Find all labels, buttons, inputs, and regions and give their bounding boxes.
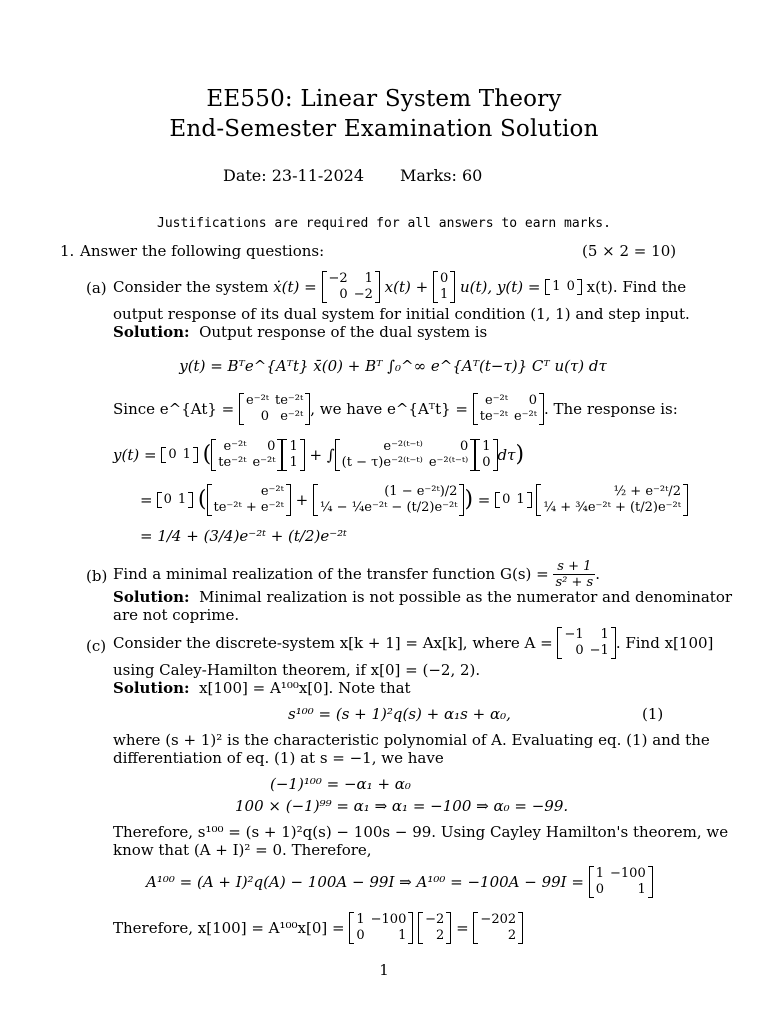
matrix-cell: e⁻²ᵗ: [252, 455, 276, 470]
matrix-cell: −1: [564, 627, 584, 642]
part-a-text-line2: output response of its dual system for initial condition (1, 1) and step input.: [113, 305, 690, 323]
dual-response-equation: y(t) = Bᵀe^{Aᵀt} x̄(0) + Bᵀ ∫₀^∞ e^{Aᵀ(t−τ)} Cᵀ u(τ) dτ: [179, 357, 607, 375]
part-c-text-start: Consider the discrete-system x[k + 1] = Ax[k], where A =: [113, 634, 553, 652]
matrix-cell: (1 − e⁻²ᵗ)/2: [384, 484, 458, 499]
A100-line: [146, 862, 653, 902]
part-a-solution-text: Output response of the dual system is: [199, 323, 488, 341]
part-a-eq-mid: x(t) +: [384, 278, 429, 296]
matrix-cell: 0: [163, 492, 172, 507]
matrix-cell: e⁻²ᵗ: [485, 393, 508, 408]
matrix-cell: ¼ + ¾e⁻²ᵗ + (t/2)e⁻²ᵗ: [543, 500, 681, 515]
we-have-text: , we have e^{Aᵀt} =: [310, 400, 468, 418]
matrix-cell: te⁻²ᵗ: [479, 409, 508, 424]
eATt-matrix: [473, 393, 544, 425]
matrix-cell: 0: [528, 393, 537, 408]
matrix-cell: te⁻²ᵗ: [275, 393, 304, 408]
matrix-cell: −100: [610, 866, 646, 881]
matrix-cell: te⁻²ᵗ: [218, 455, 247, 470]
part-b-solution-label: Solution:: [113, 588, 190, 606]
part-c-text-end: . Find x[100]: [615, 634, 714, 652]
A100-matrix-2: [349, 912, 413, 944]
eATt-matrix-2: [211, 439, 282, 471]
part-c-solution-text: x[100] = A¹⁰⁰x[0]. Note that: [199, 679, 411, 697]
evaluation-eq-1: (−1)¹⁰⁰ = −α₁ + α₀: [270, 775, 411, 793]
A100-matrix: [589, 866, 653, 898]
matrix-cell: e⁻²ᵗ: [280, 409, 304, 424]
since-line: [113, 389, 678, 429]
matrix-cell: −2: [353, 287, 373, 302]
part-a-eq-mid2: u(t), y(t) =: [460, 278, 541, 296]
equation-1: s¹⁰⁰ = (s + 1)²q(s) + α₁s + α₀,: [288, 705, 511, 723]
derivation-line-1: y(t) = 0 1 ( e⁻²ᵗ 0 te⁻²ᵗ e⁻²ᵗ 1 1 + ∫ e⁻²⁽ᵗ⁻ᵗ⁾ 0 (t − τ)e⁻²⁽ᵗ⁻ᵗ⁾ e⁻²⁽ᵗ⁻ᵗ⁾ 1 0 dτ ): [113, 439, 525, 470]
derivation-line-2: = 0 1 ( e⁻²ᵗ te⁻²ᵗ + e⁻²ᵗ + (1 − e⁻²ᵗ)/2 ¼ − ¼e⁻²ᵗ − (t/2)e⁻²ᵗ ) = 0 1 ½ + e⁻²ᵗ/2 ¼ + ¾e⁻²ᵗ + (t/2)e⁻²ᵗ: [140, 478, 688, 522]
step2-vector-1: [207, 484, 291, 516]
matrix-cell: −2: [425, 912, 445, 927]
part-c-A-matrix: [557, 627, 615, 659]
part-a-B-matrix: [433, 271, 455, 303]
part-b-text: Find a minimal realization of the transfer function G(s) =: [113, 565, 549, 583]
matrix-cell: −202: [480, 912, 517, 927]
matrix-cell: (t − τ)e⁻²⁽ᵗ⁻ᵗ⁾: [341, 455, 423, 470]
matrix-cell: 0: [502, 492, 511, 507]
matrix-cell: 0: [566, 279, 575, 294]
matrix-cell: 1: [482, 439, 491, 454]
where-line-1: where (s + 1)² is the characteristic polynomial of A. Evaluating eq. (1) and the: [113, 731, 710, 749]
therefore-line-2: know that (A + I)² = 0. Therefore,: [113, 841, 372, 859]
matrix-cell: e⁻²⁽ᵗ⁻ᵗ⁾: [383, 439, 423, 454]
part-a-A-matrix: [322, 271, 380, 303]
x100-vector: [473, 912, 523, 944]
dtau: dτ: [497, 446, 516, 464]
step2-result: [536, 484, 687, 516]
y-lhs: y(t) =: [113, 446, 157, 464]
matrix-cell: 1: [552, 279, 561, 294]
convolution-matrix: [335, 439, 476, 471]
part-c-solution-label: Solution:: [113, 679, 190, 697]
tf-denominator: s² + s: [555, 574, 594, 590]
equation-1-number: (1): [642, 705, 664, 723]
therefore-line-1: Therefore, s¹⁰⁰ = (s + 1)²q(s) − 100s − 99. Using Cayley Hamilton's theorem, we: [113, 823, 729, 841]
title-line-2: End-Semester Examination Solution: [169, 116, 599, 142]
matrix-cell: te⁻²ᵗ + e⁻²ᵗ: [213, 500, 284, 515]
step2-vector-2: [313, 484, 464, 516]
tf-numerator: s + 1: [553, 559, 595, 575]
matrix-cell: ½ + e⁻²ᵗ/2: [613, 484, 681, 499]
exam-marks: Marks: 60: [400, 166, 483, 185]
matrix-cell: 1: [364, 271, 373, 286]
question-number: 1.: [60, 242, 75, 260]
matrix-cell: 0: [459, 439, 469, 454]
x100-text: Therefore, x[100] = A¹⁰⁰x[0] =: [113, 919, 345, 937]
evaluation-eq-2: 100 × (−1)⁹⁹ = α₁ ⇒ α₁ = −100 ⇒ α₀ = −99.: [235, 797, 569, 815]
matrix-cell: 2: [507, 928, 517, 943]
eAt-matrix: [239, 393, 310, 425]
matrix-cell: 0: [595, 882, 605, 897]
matrix-cell: 0: [439, 271, 449, 286]
matrix-cell: −1: [589, 643, 609, 658]
part-a-label: (a): [86, 279, 107, 297]
question-marks: (5 × 2 = 10): [582, 242, 677, 260]
matrix-cell: 0: [168, 447, 177, 462]
page-number: 1: [379, 961, 389, 979]
title-line-1: EE550: Linear System Theory: [206, 86, 562, 112]
response-text: . The response is:: [543, 400, 678, 418]
part-a-solution-label: Solution:: [113, 323, 190, 341]
part-a-statement: [113, 266, 686, 308]
matrix-cell: 0: [339, 287, 348, 302]
exam-date: Date: 23-11-2024: [223, 166, 364, 185]
part-c-label: (c): [86, 637, 107, 655]
x0-vector: [282, 439, 304, 471]
matrix-cell: e⁻²ᵗ: [223, 439, 247, 454]
matrix-cell: 2: [436, 928, 445, 943]
c-vector: [475, 439, 497, 471]
matrix-cell: e⁻²ᵗ: [513, 409, 537, 424]
where-line-2: differentiation of eq. (1) at s = −1, we have: [113, 749, 444, 767]
x0-vector-c: [418, 912, 451, 944]
matrix-cell: 1: [356, 912, 365, 927]
part-a-text-start: Consider the system: [113, 278, 269, 296]
since-text: Since e^{At} =: [113, 400, 235, 418]
part-c-statement: [113, 622, 713, 664]
part-b-solution-line2: are not coprime.: [113, 606, 240, 624]
row-vector-2: [157, 492, 194, 508]
A100-equation: A¹⁰⁰ = (A + I)²q(A) − 100A − 99I ⇒ A¹⁰⁰ = −100A − 99I =: [146, 873, 584, 891]
row-vector: [161, 447, 198, 463]
justification-note: Justifications are required for all answers to earn marks.: [157, 216, 611, 231]
row-vector-3: [495, 492, 532, 508]
matrix-cell: 1: [595, 866, 605, 881]
part-b-label: (b): [86, 567, 108, 585]
matrix-cell: 1: [289, 455, 298, 470]
part-a-system-lhs: ẋ(t) =: [273, 278, 317, 296]
final-result: = 1/4 + (3/4)e⁻²ᵗ + (t/2)e⁻²ᵗ: [140, 527, 347, 545]
matrix-cell: 1: [289, 439, 298, 454]
matrix-cell: 0: [260, 409, 270, 424]
matrix-cell: e⁻²ᵗ: [246, 393, 270, 408]
matrix-cell: 1: [600, 627, 609, 642]
transfer-function: [553, 559, 595, 590]
matrix-cell: 0: [482, 455, 491, 470]
x100-line: Therefore, x[100] = A¹⁰⁰x[0] = 1 −100 0 1 −2 2 = −202 2: [113, 908, 523, 948]
matrix-cell: −2: [328, 271, 348, 286]
matrix-cell: 1: [182, 447, 191, 462]
matrix-cell: e⁻²⁽ᵗ⁻ᵗ⁾: [428, 455, 469, 470]
part-b-solution-line1: Minimal realization is not possible as the numerator and denominator: [199, 588, 733, 606]
matrix-cell: −100: [370, 912, 407, 927]
matrix-cell: 1: [177, 492, 187, 507]
part-a-C-matrix: [545, 279, 582, 295]
part-b-statement: Find a minimal realization of the transfer function G(s) = $\frac{s + 1}{\text{s² + s}}$ .: [113, 558, 600, 590]
matrix-cell: 0: [356, 928, 365, 943]
part-c-text-line2: using Caley-Hamilton theorem, if x[0] = (−2, 2).: [113, 661, 481, 679]
matrix-cell: 0: [575, 643, 584, 658]
matrix-cell: 1: [439, 287, 449, 302]
matrix-cell: 0: [267, 439, 276, 454]
matrix-cell: 1: [398, 928, 407, 943]
matrix-cell: ¼ − ¼e⁻²ᵗ − (t/2)e⁻²ᵗ: [319, 500, 458, 515]
matrix-cell: 1: [637, 882, 646, 897]
matrix-cell: 1: [516, 492, 525, 507]
matrix-cell: e⁻²ᵗ: [260, 484, 284, 499]
part-a-eq-end: x(t). Find the: [586, 278, 687, 296]
question-prompt: Answer the following questions:: [80, 242, 325, 260]
